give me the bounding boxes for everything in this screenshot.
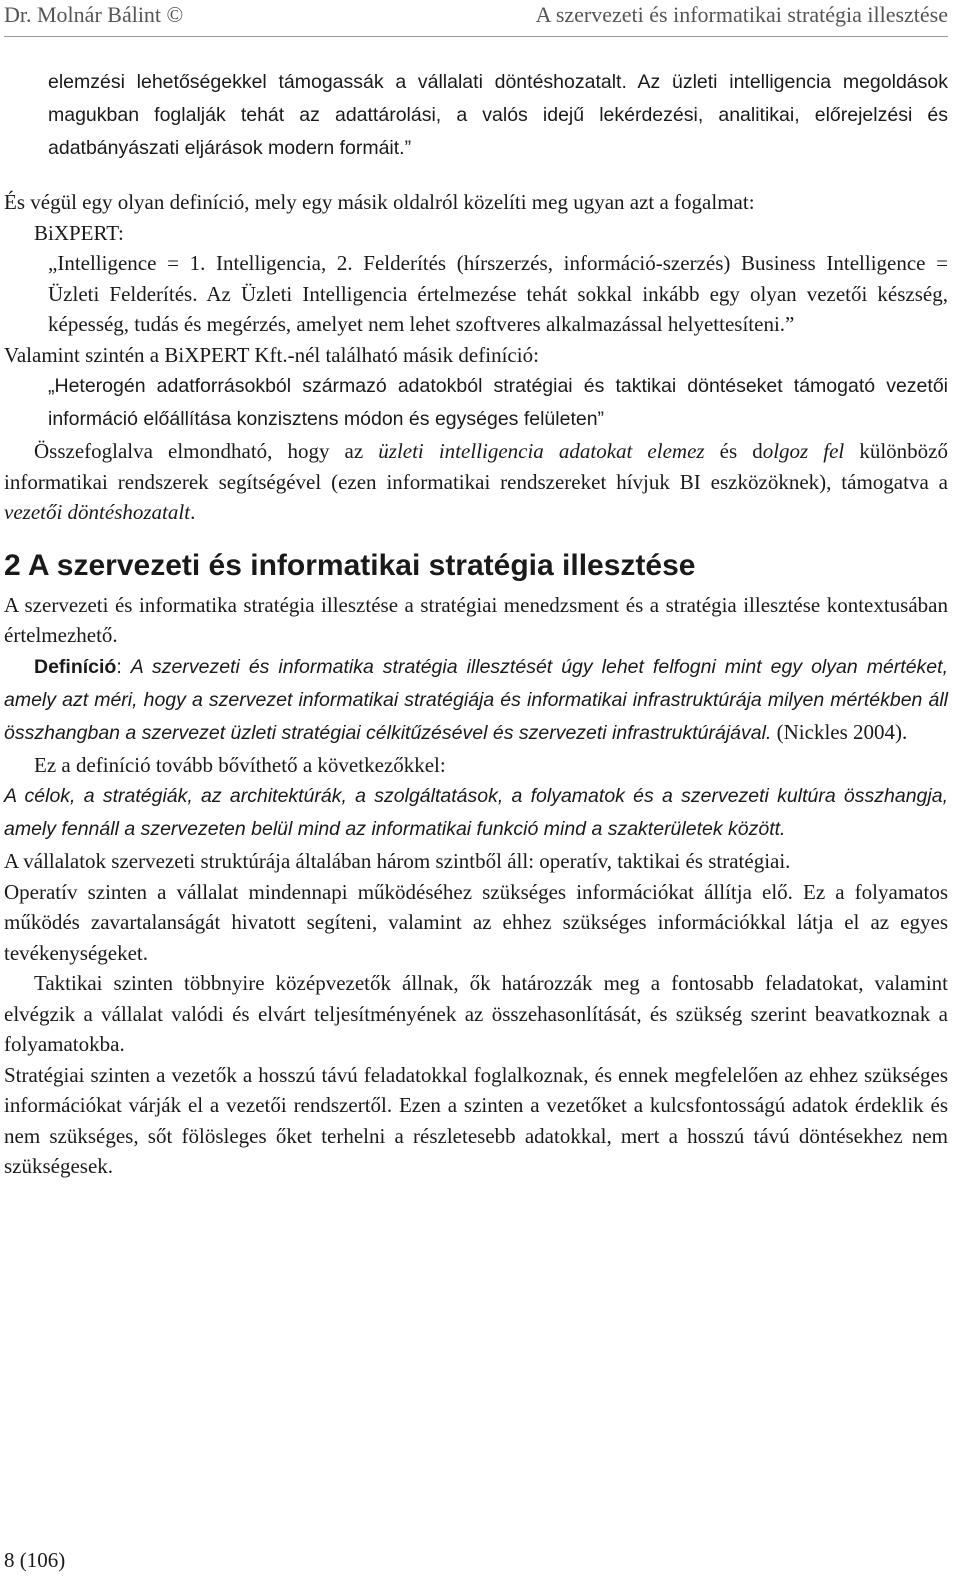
goals-paragraph: A célok, a stratégiák, az architektúrák, a szolgáltatások, a folyamatok és a szervezeti kultúra összhangja, amely fennáll a szervezeten belül mind az informatikai funkció mind a szakterületek között. (4, 785, 948, 840)
summary-paragraph (4, 436, 948, 528)
definition-citation: (Nickles 2004). (771, 719, 908, 744)
bixpert-quote: „Intelligence = 1. Intelligencia, 2. Felderítés (hírszerzés, információ-szerzés) Business Intelligence = Üzleti Felderítés. Az Üzleti Intelligencia értelmezése tehát sokkal inkább egy olyan vezetői készség, képesség, tudás és megérzés, amelyet nem lehet szoftveres alkalmazással helyettesíteni.” (48, 251, 948, 336)
summary-text-4: . (190, 500, 196, 524)
intro-paragraph: És végül egy olyan definíció, mely egy másik oldalról közelíti meg ugyan azt a fogalmat: (4, 190, 755, 214)
bixpert-label: BiXPERT: (34, 220, 124, 245)
page-header (4, 2, 948, 32)
definition-text: A szervezeti és informatika stratégia illesztését úgy lehet felfogni mint egy olyan mértéket, amely azt méri, hogy a szervezet informatikai stratégiája és informatikai infrastruktúrája milyen mértékben áll összhangban a szervezet üzleti stratégiai célkitűzésével és szervezeti infrastruktúrájával. (4, 655, 948, 744)
operative-paragraph: Operatív szinten a vállalat mindennapi működéséhez szükséges információkat állítja elő. Ez a folyamatos működés zavartalanságát hivatott segíteni, valamint az ehhez szükséges információkkal látja el az egyes tevékenységeket. (4, 879, 948, 965)
summary-text-2: és d (704, 439, 763, 463)
header-title: A szervezeti és informatikai stratégia illesztése (535, 2, 948, 27)
summary-emphasis-3: vezetői döntéshozatalt (4, 500, 191, 524)
summary-text-1: Összefoglalva elmondható, hogy az (34, 439, 379, 463)
header-author: Dr. Molnár Bálint © (4, 2, 184, 27)
page-body (4, 66, 948, 1182)
tactical-paragraph: Taktikai szinten többnyire középvezetők állnak, ők határozzák meg a fontosabb feladatokat, valamint elvégzik a vállalat valódi és elvárt teljesítményének az összehasonlítását, és szükség szerint beavatkoznak a folyamatokba. (4, 971, 948, 1056)
definition-label: Definíció (34, 655, 117, 678)
section-heading: 2 A szervezeti és informatikai stratégia illesztése (4, 548, 696, 582)
summary-text-3: különböző informatikai rendszerek segítségével (ezen informatikai rendszereket hívjuk BI eszközöknek), támogatva a (4, 439, 949, 494)
page-number: 8 (106) (4, 1548, 66, 1572)
levels-paragraph: A vállalatok szervezeti struktúrája általában három szintből áll: operatív, taktikai és stratégiai. (4, 849, 791, 873)
extend-line: Ez a definíció tovább bővíthető a következőkkel: (34, 752, 446, 777)
definition-colon: : (116, 655, 131, 678)
quote-continuation: elemzési lehetőségekkel támogassák a vállalati döntéshozatalt. Az üzleti intelligencia megoldások magukban foglalják tehát az adattárolási, a valós idejű lekérdezési, analitikai, előrejelzési és adatbányászati eljárások modern formáit.” (48, 71, 948, 159)
summary-emphasis-2: olgoz fel (762, 439, 845, 463)
summary-emphasis-1: üzleti intelligencia adatokat elemez (378, 439, 705, 463)
definition-paragraph (4, 651, 948, 750)
section-paragraph-1: A szervezeti és informatika stratégia illesztése a stratégiai menedzsment és a stratégia illesztése kontextusában értelmezhető. (4, 592, 948, 647)
heterogen-quote: „Heterogén adatforrásokból származó adatokból stratégiai és taktikai döntéseket támogató vezetői információ előállítása konzisztens módon és egységes felületen” (48, 375, 948, 430)
header-rule (4, 36, 948, 37)
strategic-paragraph: Stratégiai szinten a vezetők a hosszú távú feladatokkal foglalkoznak, és ennek megfelelően az ehhez szükséges információkat várják el a vezetői rendszertől. Ezen a szinten a vezetőket a kulcsfontosságú adatok érdeklik és nem szükséges, sőt fölösleges őket terhelni a részletesebb adatokkal, mert a hosszú távú döntésekhez nem szükségesek. (4, 1062, 948, 1178)
valamint-line: Valamint szintén a BiXPERT Kft.-nél található másik definíció: (4, 342, 539, 367)
